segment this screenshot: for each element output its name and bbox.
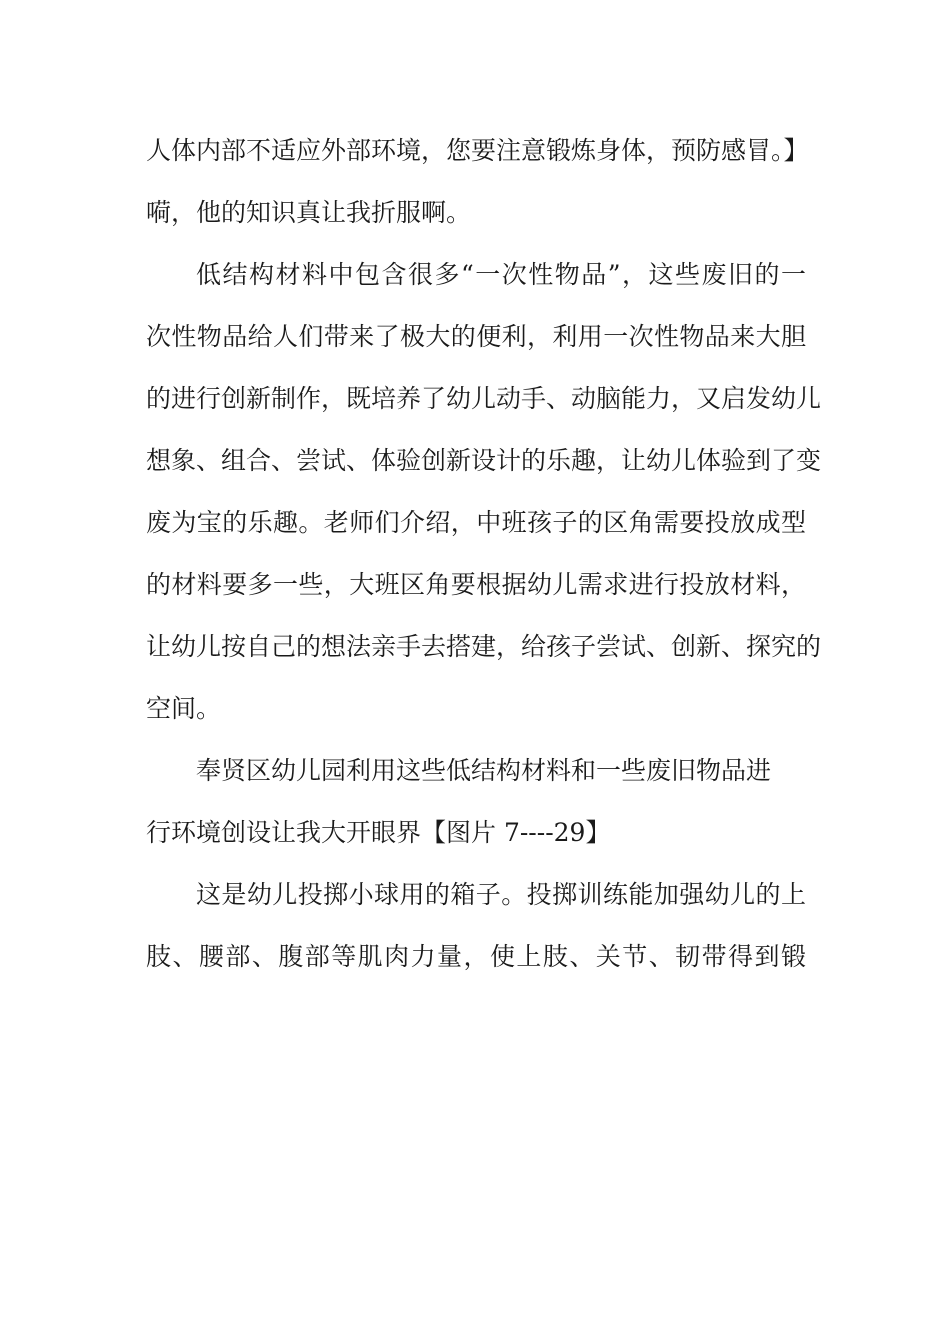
paragraph-line: 想象、组合、尝试、体验创新设计的乐趣，让幼儿体验到了变 bbox=[146, 446, 822, 475]
paragraph-line: 行环境创设让我大开眼界【图片 7----29】 bbox=[146, 818, 611, 847]
paragraph-line: 低结构材料中包含很多“一次性物品”，这些废旧的一 bbox=[196, 260, 806, 289]
paragraph-line: 肢、腰部、腹部等肌肉力量，使上肢、关节、韧带得到锻 bbox=[146, 942, 806, 971]
paragraph-line: 次性物品给人们带来了极大的便利，利用一次性物品来大胆 bbox=[146, 322, 806, 351]
paragraph-line: 让幼儿按自己的想法亲手去搭建，给孩子尝试、创新、探究的 bbox=[146, 632, 822, 661]
paragraph-line: 废为宝的乐趣。老师们介绍，中班孩子的区角需要投放成型 bbox=[146, 508, 806, 537]
paragraph-line: 的材料要多一些，大班区角要根据幼儿需求进行投放材料， bbox=[146, 570, 806, 599]
paragraph-line: 奉贤区幼儿园利用这些低结构材料和一些废旧物品进 bbox=[196, 756, 772, 785]
document-body bbox=[146, 128, 822, 996]
paragraph-line: 这是幼儿投掷小球用的箱子。投掷训练能加强幼儿的上 bbox=[196, 880, 806, 909]
paragraph-line: 嗬，他的知识真让我折服啊。 bbox=[146, 198, 472, 227]
paragraph-line: 空间。 bbox=[146, 694, 222, 723]
paragraph-line: 人体内部不适应外部环境，您要注意锻炼身体，预防感冒。】 bbox=[146, 136, 809, 165]
paragraph-line: 的进行创新制作，既培养了幼儿动手、动脑能力，又启发幼儿 bbox=[146, 384, 822, 413]
